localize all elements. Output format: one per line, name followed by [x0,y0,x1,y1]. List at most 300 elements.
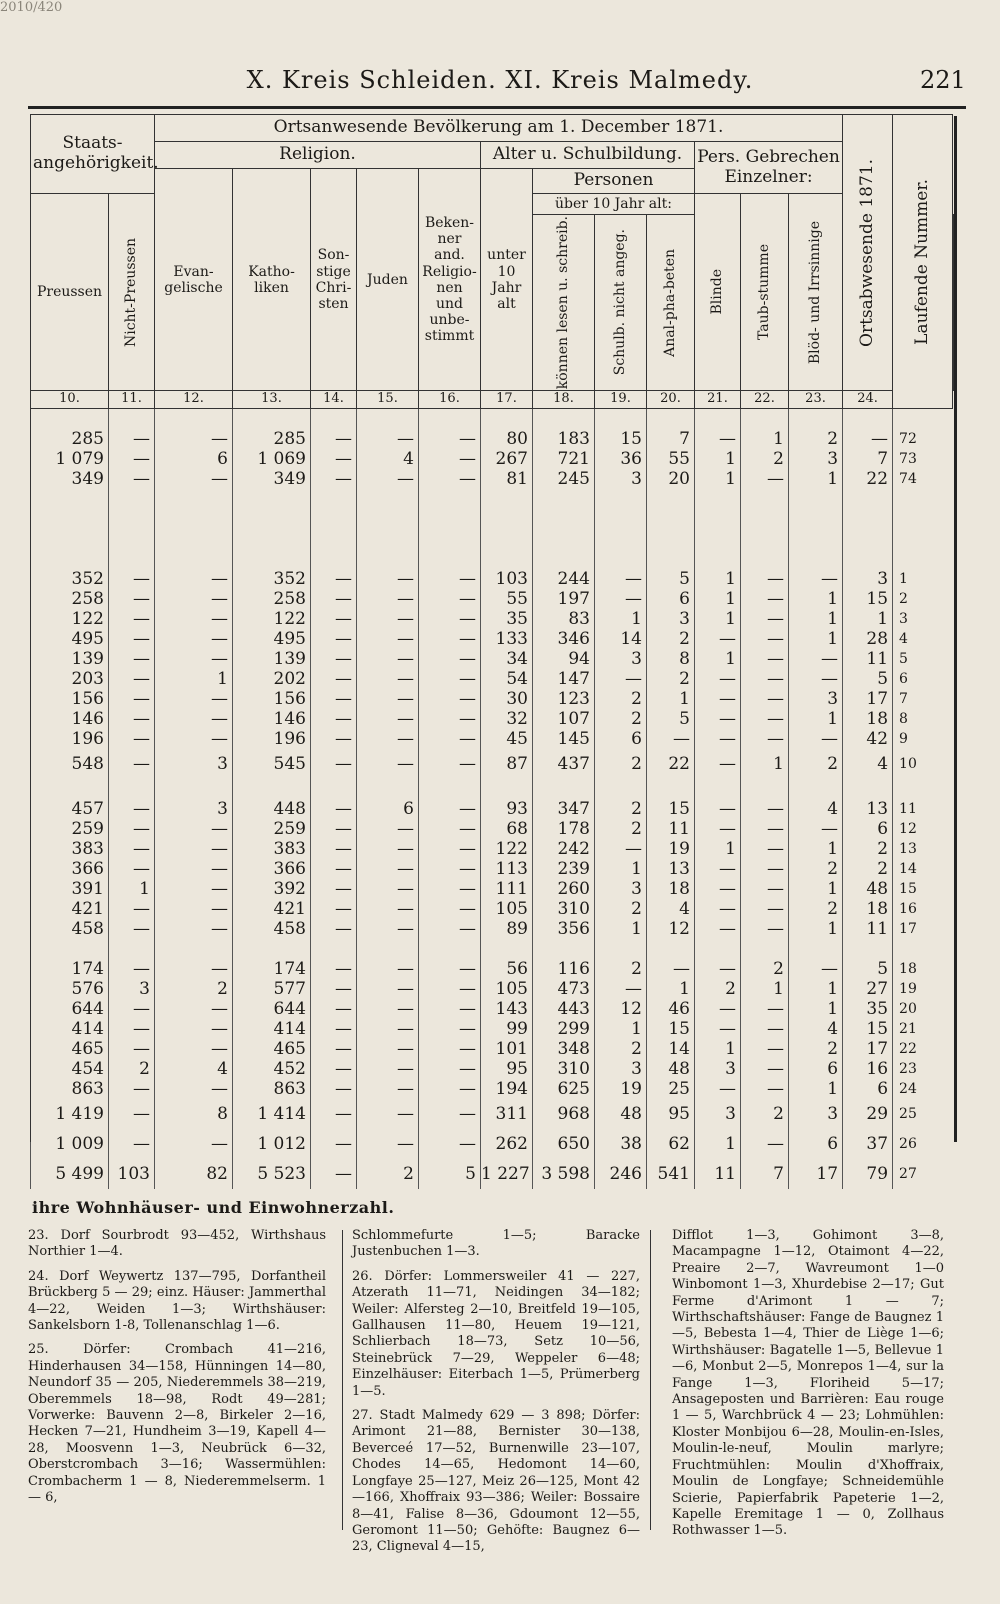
table-row [31,749,954,779]
column-number: 15. [357,391,419,409]
table-cell: 6 [155,449,233,469]
table-cell: 18 [843,899,893,919]
table-cell: — [741,589,789,609]
table-cell: 6 [647,589,695,609]
spacer-cell [595,409,647,430]
table-cell: 37 [843,1129,893,1159]
table-cell: — [311,899,357,919]
table-cell: 45 [481,729,533,749]
spacer-cell [481,779,533,799]
table-row [31,839,954,859]
col-unter10: unter 10 Jahr alt [481,169,533,391]
column-number: 20. [647,391,695,409]
table-cell: 3 [789,449,843,469]
table-cell: 1 [843,609,893,629]
table-cell: — [419,919,481,939]
table-cell: 143 [481,999,533,1019]
table-cell: — [109,839,155,859]
table-cell: 495 [233,629,311,649]
table-cell: 3 [595,469,647,489]
spacer-cell [843,779,893,799]
table-cell: 2 [595,959,647,979]
table-row [31,1079,954,1099]
spacer-cell [419,779,481,799]
table-cell: — [357,669,419,689]
table-cell: 12 [647,919,695,939]
spacer-cell [109,549,155,569]
table-cell: — [595,569,647,589]
table-cell: 262 [481,1129,533,1159]
table-cell: 5 [647,709,695,729]
note: 26. Dörfer: Lommersweiler 41 — 227, Atzerath 11—71, Neidingen 34—182; Weiler: Alfersteg 2—10, Breitfeld 19—105, Gallhausen 11—80, Heuem 19—121, Schlierbach 18—73, Setz 10—56, Steinebrück 7—29, Weppeler 6—48; Einzelhäuser: Eiterbach 1—5, Prümerberg 1—5. [352,1268,640,1399]
table-row [31,899,954,919]
table-cell: 545 [233,749,311,779]
table-row [31,609,954,629]
spacer-cell [789,939,843,959]
col-preussen: Preussen [31,194,109,391]
spacer-cell [843,549,893,569]
row-number: 26 [893,1129,953,1159]
table-cell: 3 [155,799,233,819]
table-cell: 1 [695,589,741,609]
table-cell: 8 [155,1099,233,1129]
table-cell: 1 [695,1039,741,1059]
spacer-cell [155,489,233,509]
table-cell: 1 [695,569,741,589]
table-cell: 81 [481,469,533,489]
table-cell: — [695,799,741,819]
table-cell: — [311,449,357,469]
table-cell: — [357,959,419,979]
table-cell: 15 [647,799,695,819]
table-cell: — [311,749,357,779]
spacer-cell [843,509,893,529]
table-cell: 3 [647,609,695,629]
table-cell: 1 [695,1129,741,1159]
table-cell: 1 [695,609,741,629]
table-cell: — [109,959,155,979]
spacer-cell [419,939,481,959]
table-cell: — [357,899,419,919]
spacer-cell [233,939,311,959]
table-cell: 87 [481,749,533,779]
table-cell: 258 [31,589,109,609]
spacer-row [31,549,954,569]
table-cell: 122 [31,609,109,629]
spacer-cell [31,549,109,569]
table-cell: — [357,1019,419,1039]
spacer-cell [893,509,953,529]
spacer-cell [695,489,741,509]
spacer-cell [419,549,481,569]
table-cell: — [109,1129,155,1159]
table-cell: 8 [647,649,695,669]
table-cell: 366 [31,859,109,879]
table-cell: 6 [789,1129,843,1159]
row-number: 16 [893,899,953,919]
table-cell: — [155,899,233,919]
table-cell: — [741,799,789,819]
table-cell: — [419,729,481,749]
note: 27. Stadt Malmedy 629 — 3 898; Dörfer: Arimont 21—88, Bernister 30—138, Beverceé 17—52, Burnenwille 23—107, Chodes 14—65, Hedomont 14—60, Longfaye 25—127, Meiz 26—125, Mont 42—166, Xhoffraix 93—386; Weiler: Bossaire 8—41, Falise 8—36, Gdoumont 12—55, Geromont 11—50; Gehöfte: Baugnez 6—23, Cligneval 4—15, [352,1408,640,1555]
table-cell: 863 [31,1079,109,1099]
table-cell: 145 [533,729,595,749]
spacer-row [31,779,954,799]
table-cell: 4 [155,1059,233,1079]
table-cell: — [419,999,481,1019]
table-cell: 650 [533,1129,595,1159]
table-cell: — [789,569,843,589]
table-cell: 42 [843,729,893,749]
table-cell: 259 [233,819,311,839]
table-cell: — [155,1079,233,1099]
table-cell: 11 [843,649,893,669]
table-cell: 4 [647,899,695,919]
table-row [31,1099,954,1129]
table-row [31,689,954,709]
table-cell: 4 [789,799,843,819]
spacer-cell [311,529,357,549]
table-cell: — [311,1039,357,1059]
table-cell: — [109,1019,155,1039]
table-cell: — [311,469,357,489]
table-cell: 310 [533,1059,595,1079]
notes-column-1 [28,1228,326,1515]
table-cell: 863 [233,1079,311,1099]
table-cell: 267 [481,449,533,469]
table-cell: 2 [647,629,695,649]
table-cell: — [155,1039,233,1059]
row-number: 9 [893,729,953,749]
table-cell: — [419,879,481,899]
table-cell: — [595,839,647,859]
col-katho: Katho-liken [233,169,311,391]
table-cell: 2 [789,899,843,919]
table-cell: 310 [533,899,595,919]
table-cell: 22 [843,469,893,489]
table-cell: 458 [233,919,311,939]
row-number: 1 [893,569,953,589]
spacer-cell [789,489,843,509]
table-cell: — [155,1019,233,1039]
table-cell: — [109,899,155,919]
table-cell: 448 [233,799,311,819]
column-separator [650,1230,651,1530]
table-cell: 352 [233,569,311,589]
table-cell: 15 [595,429,647,449]
table-cell: 465 [31,1039,109,1059]
table-cell: 146 [233,709,311,729]
table-cell: 105 [481,979,533,999]
column-number: 11. [109,391,155,409]
table-cell: 2 [595,819,647,839]
table-cell: 94 [533,649,595,669]
table-cell: 2 [595,899,647,919]
table-cell: — [695,729,741,749]
table-cell: 465 [233,1039,311,1059]
table-cell: — [155,569,233,589]
table-cell: — [155,609,233,629]
table-row [31,569,954,589]
table-cell: — [155,469,233,489]
table-cell: 17 [843,1039,893,1059]
table-cell: — [155,689,233,709]
table-cell: — [109,449,155,469]
spacer-cell [109,409,155,430]
spacer-cell [419,409,481,430]
table-cell: — [789,959,843,979]
spacer-cell [31,489,109,509]
spacer-cell [311,939,357,959]
spacer-cell [647,509,695,529]
top-rule [28,106,966,109]
table-cell: 14 [647,1039,695,1059]
table-cell: 178 [533,819,595,839]
spacer-cell [233,549,311,569]
table-cell: — [695,689,741,709]
table-cell: — [419,1099,481,1129]
table-cell: 1 079 [31,449,109,469]
table-cell: — [109,569,155,589]
table-cell: 1 [789,589,843,609]
table-cell: 1 [595,859,647,879]
table-cell: 35 [843,999,893,1019]
table-cell: 5 523 [233,1159,311,1189]
row-number: 19 [893,979,953,999]
header-ueber10: über 10 Jahr alt: [533,194,695,215]
table-cell: 1 [695,469,741,489]
table-cell: — [311,919,357,939]
spacer-cell [595,529,647,549]
table-cell: 19 [595,1079,647,1099]
header-gebrechen: Pers. Gebrechen Einzelner: [695,142,843,194]
table-cell: 95 [481,1059,533,1079]
table-cell: 18 [843,709,893,729]
table-cell: 414 [233,1019,311,1039]
table-row [31,629,954,649]
note: Schlommefurte 1—5; Baracke Justenbuchen 1—3. [352,1228,640,1260]
row-number: 22 [893,1039,953,1059]
spacer-cell [741,939,789,959]
spacer-cell [311,779,357,799]
table-row [31,709,954,729]
table-cell: 116 [533,959,595,979]
table-cell: 414 [31,1019,109,1039]
table-cell: 7 [843,449,893,469]
table-cell: 2 [595,689,647,709]
column-number: 12. [155,391,233,409]
header-banner: Ortsanwesende Bevölkerung am 1. December 1871. [155,115,843,142]
table-frame-left [30,116,31,1142]
table-cell: 473 [533,979,595,999]
table-cell: — [311,429,357,449]
table-cell: 577 [233,979,311,999]
table-cell: 443 [533,999,595,1019]
table-cell: — [695,859,741,879]
table-cell: — [419,839,481,859]
col-analph: Anal-pha-beten [647,215,695,391]
table-row [31,819,954,839]
table-cell: — [695,1019,741,1039]
table-cell: — [843,429,893,449]
table-cell: 111 [481,879,533,899]
table-cell: 22 [647,749,695,779]
spacer-cell [155,529,233,549]
table-cell: 27 [843,979,893,999]
table-cell: 242 [533,839,595,859]
table-row [31,999,954,1019]
table-cell: — [419,709,481,729]
table-cell: 1 [789,609,843,629]
spacer-cell [109,489,155,509]
spacer-cell [741,529,789,549]
table-cell: — [789,649,843,669]
spacer-cell [533,509,595,529]
table-cell: 1 227 [481,1159,533,1189]
table-cell: — [311,839,357,859]
table-cell: — [109,799,155,819]
table-cell: 2 [789,749,843,779]
table-cell: 1 009 [31,1129,109,1159]
table-cell: 383 [233,839,311,859]
table-cell: — [419,859,481,879]
table-cell: 352 [31,569,109,589]
table-cell: — [741,649,789,669]
table-cell: — [109,819,155,839]
table-cell: — [741,669,789,689]
table-cell: — [419,429,481,449]
table-cell: 15 [647,1019,695,1039]
table-cell: — [419,959,481,979]
spacer-cell [789,549,843,569]
column-number: 23. [789,391,843,409]
spacer-cell [741,409,789,430]
spacer-cell [311,509,357,529]
table-cell: 174 [233,959,311,979]
table-cell: 2 [789,429,843,449]
table-row [31,859,954,879]
table-frame-right [954,116,957,1142]
table-cell: 2 [109,1059,155,1079]
table-cell: — [741,1079,789,1099]
table-row [31,1129,954,1159]
table-cell: — [595,669,647,689]
row-number: 27 [893,1159,953,1189]
table-cell: — [695,429,741,449]
table-cell: 156 [233,689,311,709]
row-number: 8 [893,709,953,729]
table-cell: — [155,709,233,729]
table-cell: — [357,469,419,489]
table-cell: — [419,689,481,709]
table-cell: 2 [741,959,789,979]
row-number: 14 [893,859,953,879]
table-row [31,589,954,609]
table-row [31,669,954,689]
table-cell: 36 [595,449,647,469]
table-cell: — [311,1059,357,1079]
table-cell: — [741,709,789,729]
table-cell: 1 [789,879,843,899]
table-cell: — [311,709,357,729]
spacer-cell [311,549,357,569]
note: 23. Dorf Sourbrodt 93—452, Wirthshaus Northier 1—4. [28,1228,326,1260]
row-number: 17 [893,919,953,939]
spacer-cell [155,409,233,430]
table-cell: — [419,899,481,919]
row-number: 21 [893,1019,953,1039]
spacer-cell [741,549,789,569]
table-cell: — [647,959,695,979]
row-number: 4 [893,629,953,649]
table-cell: — [789,819,843,839]
table-cell: 89 [481,919,533,939]
col-schulb: Schulb. nicht angeg. [595,215,647,391]
table-cell: 99 [481,1019,533,1039]
table-cell: — [419,1019,481,1039]
spacer-cell [109,509,155,529]
row-number: 13 [893,839,953,859]
table-cell: — [357,1099,419,1129]
table-cell: — [419,649,481,669]
table-cell: — [311,1079,357,1099]
spacer-cell [741,509,789,529]
table-cell: 2 [595,1039,647,1059]
table-row [31,449,954,469]
table-cell: — [357,1059,419,1079]
column-number: 22. [741,391,789,409]
spacer-cell [357,779,419,799]
table-cell: — [155,999,233,1019]
table-cell: — [741,469,789,489]
table-cell: — [419,669,481,689]
table-cell: 5 [843,669,893,689]
table-cell: — [311,669,357,689]
table-row [31,979,954,999]
spacer-cell [647,779,695,799]
table-cell: 421 [233,899,311,919]
table-cell: 174 [31,959,109,979]
table-cell: 2 [595,799,647,819]
table-cell: — [695,999,741,1019]
table-cell: — [695,879,741,899]
spacer-cell [233,509,311,529]
spacer-cell [893,489,953,509]
table-cell: — [155,629,233,649]
table-cell: — [741,729,789,749]
row-number: 18 [893,959,953,979]
table-cell: — [695,919,741,939]
spacer-cell [31,779,109,799]
table-row [31,879,954,899]
table-cell: — [419,629,481,649]
table-cell: 48 [647,1059,695,1079]
table-cell: — [109,859,155,879]
spacer-cell [789,779,843,799]
table-cell: — [789,669,843,689]
spacer-cell [357,489,419,509]
spacer-cell [357,939,419,959]
table-cell: — [109,609,155,629]
spacer-cell [233,409,311,430]
table-cell: 1 [789,979,843,999]
spacer-cell [481,409,533,430]
table-cell: 95 [647,1099,695,1129]
table-cell: — [357,879,419,899]
table-cell: 1 [595,609,647,629]
column-number: 16. [419,391,481,409]
table-cell: 55 [481,589,533,609]
